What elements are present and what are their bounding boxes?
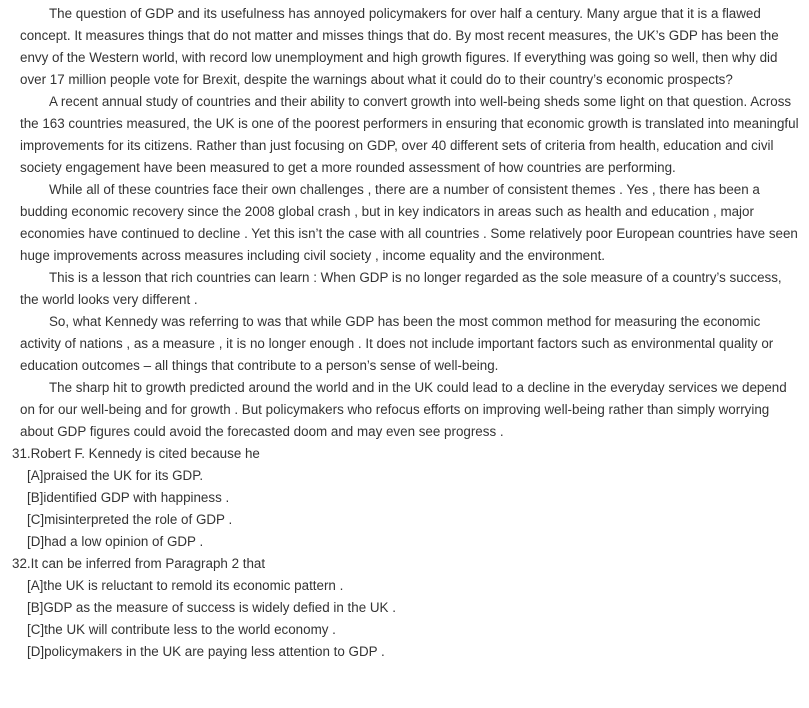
option-d: [D]had a low opinion of GDP . — [27, 534, 204, 549]
option-c: [C]the UK will contribute less to the world economy . — [27, 622, 336, 637]
question-stem: 32.It can be inferred from Paragraph 2 that — [12, 556, 266, 571]
passage-paragraph-6: The sharp hit to growth predicted around the world and in the UK could lead to a decline in the everyday services we depend on for our well-being and for growth . But policymakers who refocus efforts on improving well-being rather than simply worrying about GDP figures could avoid the forecasted doom and may even see progress . — [20, 380, 787, 439]
option-b: [B]identified GDP with happiness . — [27, 490, 230, 505]
passage-paragraph-1: The question of GDP and its usefulness has annoyed policymakers for over half a century. Many argue that it is a flawed concept. It measures things that do not matter and misses things that do. By most recent measures, the UK’s GDP has been the envy of the Western world, with record low unemployment and high growth figures. If everything was going so well, then why did over 17 million people vote for Brexit, despite the warnings about what it could do to their country’s economic prospects? — [20, 6, 779, 87]
question-31 — [12, 443, 801, 553]
passage-paragraph-3: While all of these countries face their own challenges , there are a number of consistent themes . Yes , there has been a budding economic recovery since the 2008 global crash , but in key indicators in areas such as health and education , major economies have continued to decline . Yet this isn’t the case with all countries . Some relatively poor European countries have seen huge improvements across measures including civil society , income equality and the environment. — [20, 182, 798, 263]
option-a: [A]the UK is reluctant to remold its economic pattern . — [27, 578, 344, 593]
passage-paragraph-2: A recent annual study of countries and their ability to convert growth into well-being sheds some light on that question. Across the 163 countries measured, the UK is one of the poorest performers in ensuring that economic growth is translated into meaningful improvements for its citizens. Rather than just focusing on GDP, over 40 different sets of criteria from health, education and civil society engagement have been measured to get a more rounded assessment of how countries are performing. — [20, 94, 799, 175]
option-c: [C]misinterpreted the role of GDP . — [27, 512, 233, 527]
option-d: [D]policymakers in the UK are paying less attention to GDP . — [27, 644, 385, 659]
question-32 — [12, 553, 801, 663]
option-b: [B]GDP as the measure of success is widely defied in the UK . — [27, 600, 396, 615]
passage-paragraph-4: This is a lesson that rich countries can learn : When GDP is no longer regarded as the sole measure of a country’s success, the world looks very different . — [20, 270, 782, 307]
question-stem: 31.Robert F. Kennedy is cited because he — [12, 446, 260, 461]
passage-paragraph-5: So, what Kennedy was referring to was that while GDP has been the most common method for measuring the economic activity of nations , as a measure , it is no longer enough . It does not include important factors such as environmental quality or education outcomes – all things that contribute to a person’s sense of well-being. — [20, 314, 774, 373]
option-a: [A]praised the UK for its GDP. — [27, 468, 204, 483]
